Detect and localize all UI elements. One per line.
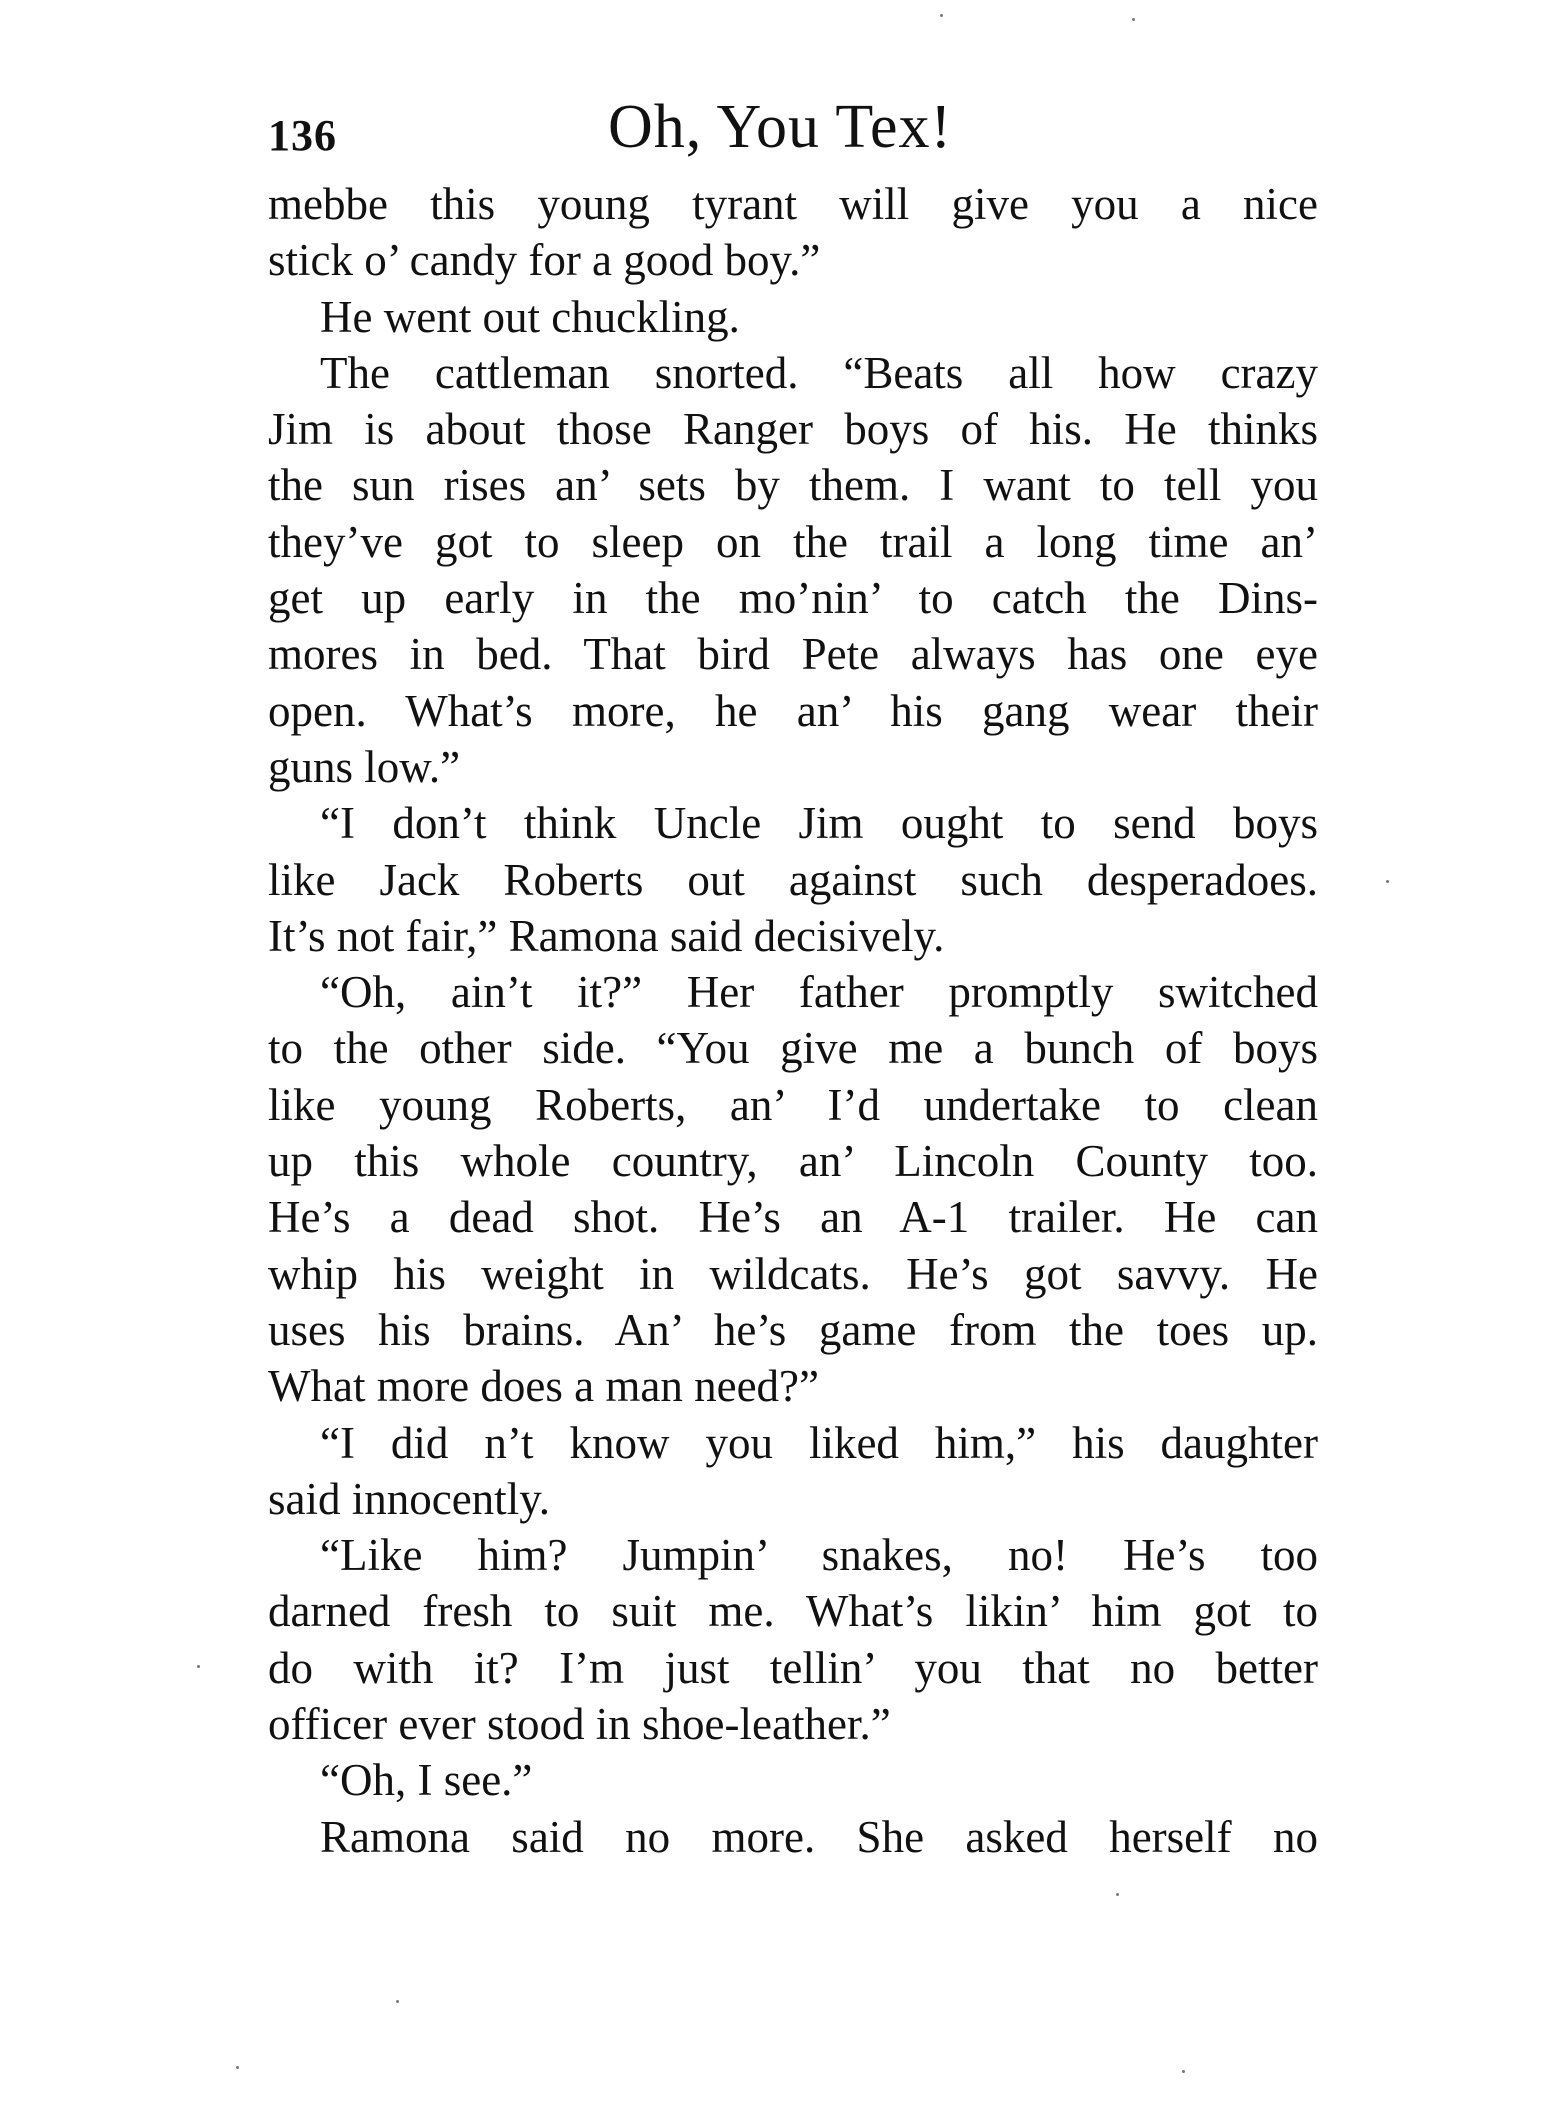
- text-line: the sun rises an’ sets by them. I want to tell you: [268, 460, 1318, 511]
- scan-speck: [197, 1665, 200, 1668]
- text-line: they’ve got to sleep on the trail a long time an’: [268, 516, 1318, 567]
- scan-speck: [1132, 18, 1135, 21]
- text-line: officer ever stood in shoe-leather.”: [268, 1699, 891, 1750]
- scan-speck: [236, 2066, 239, 2069]
- text-line: He’s a dead shot. He’s an A-1 trailer. He can: [268, 1192, 1318, 1243]
- text-line: darned fresh to suit me. What’s likin’ him got to: [268, 1586, 1318, 1637]
- text-line: whip his weight in wildcats. He’s got savvy. He: [268, 1248, 1318, 1299]
- scan-speck: [1182, 2070, 1185, 2073]
- text-line: like Jack Roberts out against such desperadoes.: [268, 854, 1318, 905]
- page-number: 136: [268, 111, 337, 160]
- text-line: The cattleman snorted. “Beats all how crazy: [320, 347, 1318, 398]
- scan-speck: [940, 14, 943, 17]
- text-line: “Oh, I see.”: [320, 1755, 533, 1806]
- text-line: “I did n’t know you liked him,” his daughter: [320, 1417, 1318, 1468]
- text-line: What more does a man need?”: [268, 1361, 819, 1412]
- text-line: He went out chuckling.: [320, 291, 740, 342]
- text-line: Ramona said no more. She asked herself no: [320, 1811, 1318, 1862]
- scan-speck: [1386, 880, 1389, 883]
- text-line: “Oh, ain’t it?” Her father promptly switched: [320, 967, 1318, 1018]
- text-line: “I don’t think Uncle Jim ought to send boys: [320, 798, 1318, 849]
- running-title: Oh, You Tex!: [608, 93, 953, 161]
- page-header: [268, 92, 1318, 172]
- text-line: Jim is about those Ranger boys of his. He thinks: [268, 404, 1318, 455]
- text-line: uses his brains. An’ he’s game from the toes up.: [268, 1304, 1318, 1355]
- text-line: It’s not fair,” Ramona said decisively.: [268, 910, 945, 961]
- text-line: open. What’s more, he an’ his gang wear their: [268, 685, 1318, 736]
- text-line: to the other side. “You give me a bunch of boys: [268, 1023, 1318, 1074]
- scan-speck: [1116, 1893, 1119, 1896]
- text-line: stick o’ candy for a good boy.”: [268, 235, 821, 286]
- text-line: guns low.”: [268, 741, 461, 792]
- text-line: get up early in the mo’nin’ to catch the Dins-: [268, 573, 1318, 624]
- text-line: do with it? I’m just tellin’ you that no better: [268, 1642, 1318, 1693]
- text-line: “Like him? Jumpin’ snakes, no! He’s too: [320, 1530, 1318, 1581]
- text-line: mebbe this young tyrant will give you a nice: [268, 179, 1318, 229]
- text-line: like young Roberts, an’ I’d undertake to clean: [268, 1079, 1318, 1130]
- text-line: up this whole country, an’ Lincoln County too.: [268, 1136, 1318, 1187]
- scan-speck: [396, 2000, 399, 2003]
- body-text: [268, 176, 1318, 1865]
- text-line: said innocently.: [268, 1473, 551, 1524]
- text-line: mores in bed. That bird Pete always has one eye: [268, 629, 1318, 680]
